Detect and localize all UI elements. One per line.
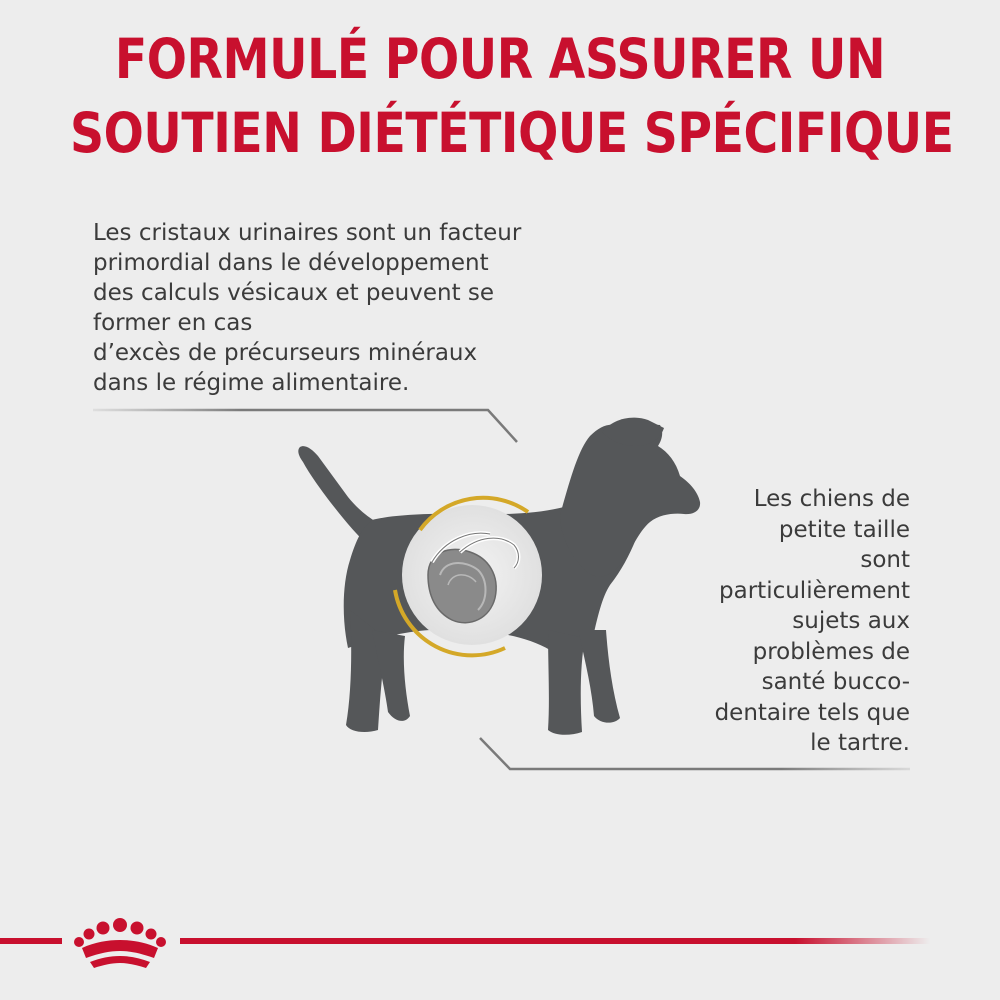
headline-line-2: SOUTIEN DIÉTÉTIQUE SPÉCIFIQUE [70,101,954,165]
text-line: santé bucco- [761,669,910,695]
text-line: dentaire tels que [714,699,910,726]
text-line: primordial dans le développement [93,250,489,276]
text-line: sujets aux [792,608,910,634]
left-callout-line [93,410,517,442]
text-line: Les chiens de [753,486,910,512]
text-line: former en cas [93,310,253,336]
text-line: particulièrement [719,577,910,604]
right-callout-line [480,738,910,769]
headline-line-1: FORMULÉ POUR ASSURER UN [114,27,886,91]
text-line: le tartre. [810,730,910,756]
text-line: dans le régime alimentaire. [93,370,410,396]
text-line: problèmes de [752,638,910,665]
text-line: sont [860,547,910,573]
text-line: d’excès de précurseurs minéraux [93,340,478,366]
text-line: Les cristaux urinaires sont un facteur [93,220,522,246]
text-line: petite taille [778,516,910,543]
crown-icon [74,918,166,968]
text-line: des calculs vésicaux et peuvent se [93,280,495,306]
